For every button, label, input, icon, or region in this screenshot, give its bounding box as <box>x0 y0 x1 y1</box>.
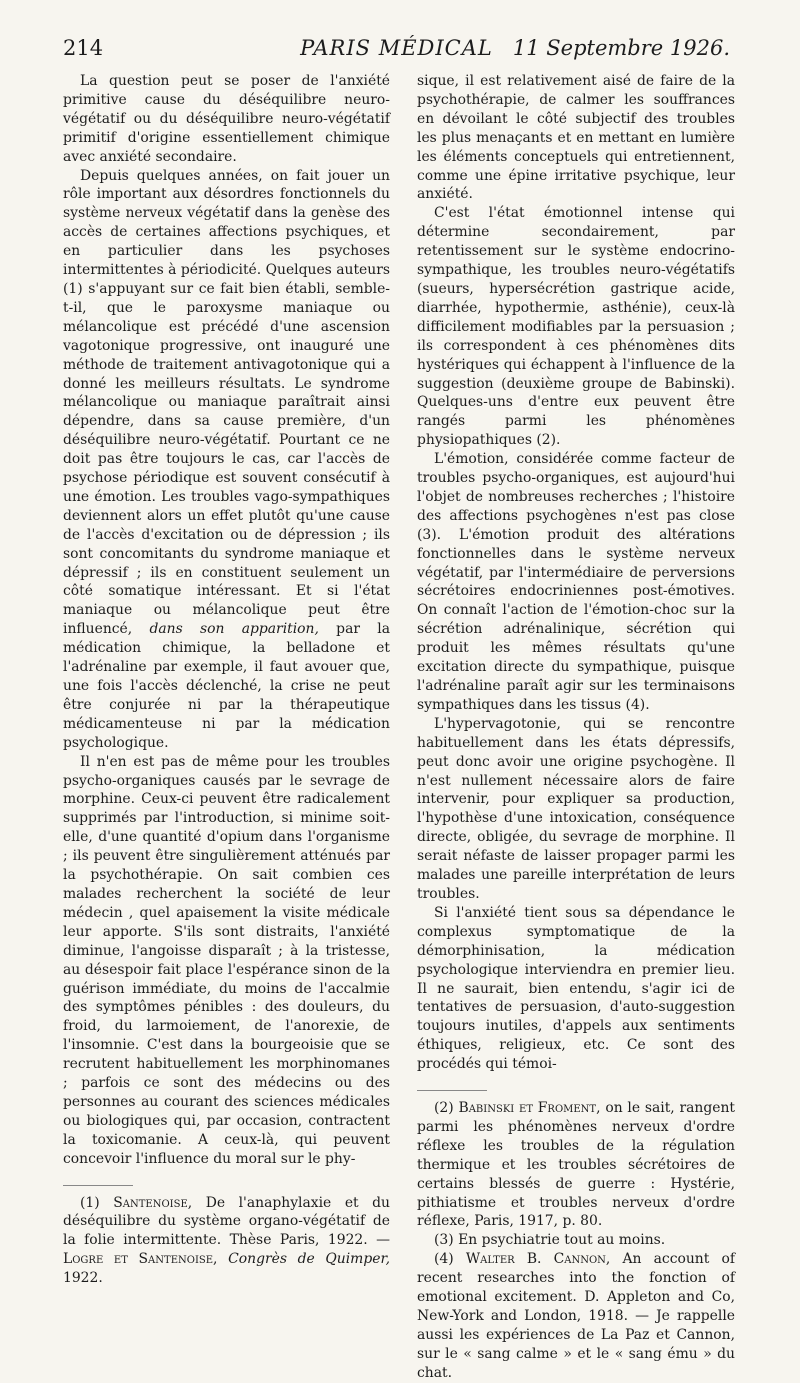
footnote: (1) Santenoise, De l'anaphylaxie et du déséquilibre du système organo-végétatif de la folie intermittente. Thèse Paris, 1922. — Logre et Santenoise, Congrès de Quimper, 1922. <box>63 1194 390 1287</box>
footnote: (2) Babinski et Froment, on le sait, rangent parmi les phénomènes nerveux d'ordre réflexe les troubles de la régulation thermique et les troubles sécrétoires de certains blessés de guerre : Hystérie, pithiatisme et troubles nerveux d'ordre réflexe, Paris, 1917, p. 80. <box>417 1100 736 1230</box>
right-column <box>417 72 735 1383</box>
paragraph: sique, il est relativement aisé de faire de la psychothérapie, de calmer les souffrances en dévoilant le côté subjectif des troubles les plus menaçants et en mettant en lumière les éléments conceptuels qui entretiennent, comme une épine irritative psychique, leur anxiété. <box>417 73 735 203</box>
paragraph: Si l'anxiété tient sous sa dépendance le complexus symptomatique de la démorphinisation, la médication psychologique interviendra en premier lieu. Il ne saurait, bien entendu, s'agir ici de tentatives de persuasion, d'auto-suggestion toujours inutiles, d'appels aux sentiments éthiques, religieux, etc. Ce sont des procédés qui témoi- <box>417 904 735 1073</box>
paragraph: La question peut se poser de l'anxiété primitive cause du déséquilibre neuro-végétatif ou du déséquilibre neuro-végétatif primitif d'origine essentiellement chimique avec anxiété secondaire. <box>63 73 390 165</box>
page-number: 214 <box>63 36 104 60</box>
paragraph: Depuis quelques années, on fait jouer un rôle important aux désordres fonctionnels du système nerveux végétatif dans la genèse des accès de certaines affections psychiques, et en particulier dans les psychoses intermittentes à périodicité. Quelques auteurs (1) s'appuyant sur ce fait bien établi, semble-t-il, que le paroxysme maniaque ou mélancolique est précédé d'une ascension vagotonique progressive, ont inauguré une méthode de traitement antivagotonique qui a donné les meilleurs résultats. Le syndrome mélancolique ou maniaque paraîtrait ainsi dépendre, dans sa cause première, d'un déséquilibre neuro-végétatif. Pourtant ce ne doit pas être toujours le cas, car l'accès de psychose périodique est souvent consécutif à une émotion. Les troubles vago-sympathiques deviennent alors un effet plutôt qu'une cause de l'accès d'excitation ou de dépression ; ils sont concomitants du syndrome maniaque et dépressif ; ils en constituent seulement un côté somatique intéressant. Et si l'état maniaque ou mélancolique peut être influencé, dans son apparition, par la médication chimique, la belladone et l'adrénaline par exemple, il faut avouer que, une fois l'accès déclenché, la crise ne peut être conjurée ni par la thérapeutique médicamenteuse ni par la médication psychologique. <box>63 167 390 751</box>
paragraph: L'hypervagotonie, qui se rencontre habituellement dans les états dépressifs, peut donc avoir une origine psychogène. Il n'est nullement nécessaire alors de faire intervenir, pour expliquer sa production, l'hypothèse d'une intoxication, conséquence directe, obligée, du sevrage de morphine. Il serait néfaste de laisser propager parmi les malades une pareille interprétation de leurs troubles. <box>417 715 735 902</box>
issue-date: 11 Septembre 1926. <box>512 36 730 60</box>
footnote: (3) En psychiatrie tout au moins. <box>434 1232 666 1249</box>
footnote-divider <box>417 1090 487 1091</box>
paragraph: C'est l'état émotionnel intense qui détermine secondairement, par retentissement sur le système endocrino-sympathique, les troubles neuro-végétatifs (sueurs, hypersécrétion gastrique acide, diarrhée, hypothermie, asthénie), ceux-là difficilement modifiables par la persuasion ; ils correspondent à ces phénomènes dits hystériques qui échappent à l'influence de la suggestion (deuxième groupe de Babinski). Quelques-uns d'entre eux peuvent être rangés parmi les phénomènes physiopathiques (2). <box>417 205 735 449</box>
journal-title: PARIS MÉDICAL <box>300 36 493 60</box>
footnote: (4) Walter B. Cannon, An account of recent researches into the fonction of emotional excitement. D. Appleton and Co, New-York and London, 1918. — Je rappelle aussi les expériences de La Paz et Cannon, sur le « sang calme » et le « sang ému » du chat. <box>417 1251 735 1381</box>
running-header <box>63 36 730 66</box>
footnote-divider <box>63 1185 133 1186</box>
left-column <box>63 72 390 1288</box>
paragraph: Il n'en est pas de même pour les troubles psycho-organiques causés par le sevrage de morphine. Ceux-ci peuvent être radicalement supprimés par l'introduction, si minime soit-elle, d'une quantité d'opium dans l'organisme ; ils peuvent être singulièrement atténués par la psychothérapie. On sait combien ces malades recherchent la société de leur médecin , quel apaisement la visite médicale leur apporte. S'ils sont distraits, l'anxiété diminue, l'angoisse disparaît ; à la tristesse, au désespoir fait place l'espérance sinon de la guérison immédiate, du moins de l'accalmie des symptômes pénibles : des douleurs, du froid, du larmoiement, de l'anorexie, de l'insomnie. C'est dans la bourgeoisie que se recrutent habituellement les morphinomanes ; parfois ce sont des médecins ou des personnes au courant des sciences médicales ou biologiques qui, par occasion, contractent la toxicomanie. A ceux-là, qui peuvent concevoir l'influence du moral sur le phy- <box>63 753 390 1167</box>
paragraph: L'émotion, considérée comme facteur de troubles psycho-organiques, est aujourd'hui l'objet de nombreuses recherches ; l'histoire des affections psychogènes n'est pas close (3). L'émotion produit des altérations fonctionnelles dans le système nerveux végétatif, par l'intermédiaire de perversions sécrétoires endocriniennes post-émotives. On connaît l'action de l'émotion-choc sur la sécrétion adrénalinique, sécrétion qui produit les mêmes résultats qu'une excitation directe du sympathique, puisque l'adrénaline paraît agir sur les terminaisons sympathiques dans les tissus (4). <box>417 451 735 713</box>
